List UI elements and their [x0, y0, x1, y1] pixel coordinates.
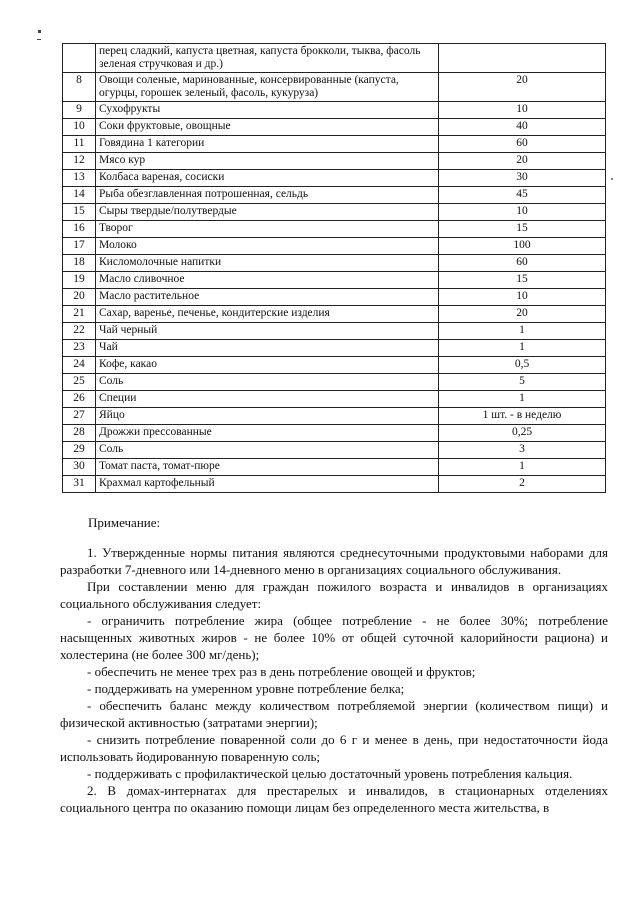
norm-value: 2	[439, 476, 606, 493]
scan-mark	[34, 30, 41, 40]
table-row	[63, 44, 606, 73]
row-number: 19	[63, 272, 96, 289]
norm-value: 10	[439, 204, 606, 221]
norm-value: 5	[439, 374, 606, 391]
table-row	[63, 255, 606, 272]
norm-value: 1 шт. - в неделю	[439, 408, 606, 425]
norm-value: 15	[439, 272, 606, 289]
product-name: Чай	[96, 340, 439, 357]
table-row	[63, 408, 606, 425]
product-name: перец сладкий, капуста цветная, капуста брокколи, тыква, фасоль зеленая стручковая и др.)	[96, 44, 439, 73]
row-number: 12	[63, 153, 96, 170]
norm-value: 1	[439, 459, 606, 476]
norm-value	[439, 44, 606, 73]
note-body	[60, 544, 608, 816]
norm-value: 40	[439, 119, 606, 136]
note-title: Примечание:	[88, 515, 161, 530]
table-row	[63, 323, 606, 340]
product-name: Томат паста, томат-пюре	[96, 459, 439, 476]
norm-value: 30	[439, 170, 606, 187]
row-number: 27	[63, 408, 96, 425]
row-number: 17	[63, 238, 96, 255]
table-row	[63, 204, 606, 221]
food-norms-table	[62, 43, 606, 493]
product-name: Сухофрукты	[96, 102, 439, 119]
product-name: Дрожжи прессованные	[96, 425, 439, 442]
table-row	[63, 153, 606, 170]
note-paragraph: - поддерживать с профилактической целью достаточный уровень потребления кальция.	[87, 766, 573, 781]
product-name: Сахар, варенье, печенье, кондитерские изделия	[96, 306, 439, 323]
table-row	[63, 136, 606, 153]
food-norms-table-body	[63, 44, 606, 493]
norm-value: 10	[439, 102, 606, 119]
table-row	[63, 476, 606, 493]
row-number: 15	[63, 204, 96, 221]
note-paragraph: - ограничить потребление жира (общее потребление - не более 30%; потребление насыщенных животных жиров - не более 10% от общей суточной калорийности рациона) и холестерина (не более 300 мг/день);	[60, 613, 608, 662]
table-row	[63, 102, 606, 119]
product-name: Мясо кур	[96, 153, 439, 170]
row-number	[63, 44, 96, 73]
norm-value: 0,25	[439, 425, 606, 442]
norm-value: 45	[439, 187, 606, 204]
row-number: 13	[63, 170, 96, 187]
product-name: Чай черный	[96, 323, 439, 340]
row-number: 9	[63, 102, 96, 119]
table-row	[63, 119, 606, 136]
row-number: 23	[63, 340, 96, 357]
row-number: 8	[63, 73, 96, 102]
table-row	[63, 170, 606, 187]
row-number: 21	[63, 306, 96, 323]
norm-value: 1	[439, 323, 606, 340]
row-number: 29	[63, 442, 96, 459]
product-name: Соль	[96, 442, 439, 459]
table-row	[63, 374, 606, 391]
norm-value: 20	[439, 306, 606, 323]
table-row	[63, 425, 606, 442]
norm-value: 1	[439, 391, 606, 408]
product-name: Соль	[96, 374, 439, 391]
table-row	[63, 289, 606, 306]
table-row	[63, 459, 606, 476]
row-number: 16	[63, 221, 96, 238]
product-name: Масло сливочное	[96, 272, 439, 289]
note-paragraph: - поддерживать на умеренном уровне потребление белка;	[87, 681, 405, 696]
product-name: Колбаса вареная, сосиски	[96, 170, 439, 187]
norm-value: 100	[439, 238, 606, 255]
norm-value: 60	[439, 136, 606, 153]
table-row	[63, 238, 606, 255]
row-number: 28	[63, 425, 96, 442]
note-paragraph: - обеспечить не менее трех раз в день потребление овощей и фруктов;	[87, 664, 476, 679]
product-name: Кисломолочные напитки	[96, 255, 439, 272]
row-number: 20	[63, 289, 96, 306]
norm-value: 60	[439, 255, 606, 272]
row-number: 24	[63, 357, 96, 374]
norm-value: 0,5	[439, 357, 606, 374]
product-name: Творог	[96, 221, 439, 238]
norm-value: 15	[439, 221, 606, 238]
product-name: Масло растительное	[96, 289, 439, 306]
table-row	[63, 357, 606, 374]
product-name: Крахмал картофельный	[96, 476, 439, 493]
table-row	[63, 391, 606, 408]
row-number: 22	[63, 323, 96, 340]
row-number: 30	[63, 459, 96, 476]
product-name: Сыры твердые/полутвердые	[96, 204, 439, 221]
table-row	[63, 73, 606, 102]
norm-value: 3	[439, 442, 606, 459]
table-row	[63, 221, 606, 238]
product-name: Молоко	[96, 238, 439, 255]
row-number: 26	[63, 391, 96, 408]
row-number: 25	[63, 374, 96, 391]
row-number: 11	[63, 136, 96, 153]
product-name: Яйцо	[96, 408, 439, 425]
row-number: 14	[63, 187, 96, 204]
table-row	[63, 442, 606, 459]
norm-value: 1	[439, 340, 606, 357]
note-paragraph: 2. В домах-интернатах для престарелых и инвалидов, в стационарных отделениях социального центра по оказанию помощи лицам без определенного места жительства, в	[60, 783, 608, 815]
row-number: 31	[63, 476, 96, 493]
note-paragraph: - снизить потребление поваренной соли до 6 г и менее в день, при недостаточности йода использовать йодированную поваренную соль;	[60, 732, 608, 764]
note-paragraph: При составлении меню для граждан пожилого возраста и инвалидов в организациях социального обслуживания следует:	[60, 579, 608, 611]
product-name: Специи	[96, 391, 439, 408]
note-paragraph: 1. Утвержденные нормы питания являются среднесуточными продуктовыми наборами для разработки 7-дневного или 14-дневного меню в организациях социального обслуживания.	[60, 545, 608, 577]
table-row	[63, 306, 606, 323]
table-row	[63, 187, 606, 204]
row-number: 10	[63, 119, 96, 136]
product-name: Соки фруктовые, овощные	[96, 119, 439, 136]
table-row	[63, 272, 606, 289]
product-name: Овощи соленые, маринованные, консервированные (капуста, огурцы, горошек зеленый, фасоль, кукуруза)	[96, 73, 439, 102]
norm-value: 10	[439, 289, 606, 306]
row-number: 18	[63, 255, 96, 272]
product-name: Кофе, какао	[96, 357, 439, 374]
product-name: Рыба обезглавленная потрошенная, сельдь	[96, 187, 439, 204]
norm-value: 20	[439, 153, 606, 170]
product-name: Говядина 1 категории	[96, 136, 439, 153]
table-row	[63, 340, 606, 357]
norm-value: 20	[439, 73, 606, 102]
scan-speck	[611, 178, 613, 180]
note-paragraph: - обеспечить баланс между количеством потребляемой энергии (количеством пищи) и физической активностью (затратами энергии);	[60, 698, 608, 730]
